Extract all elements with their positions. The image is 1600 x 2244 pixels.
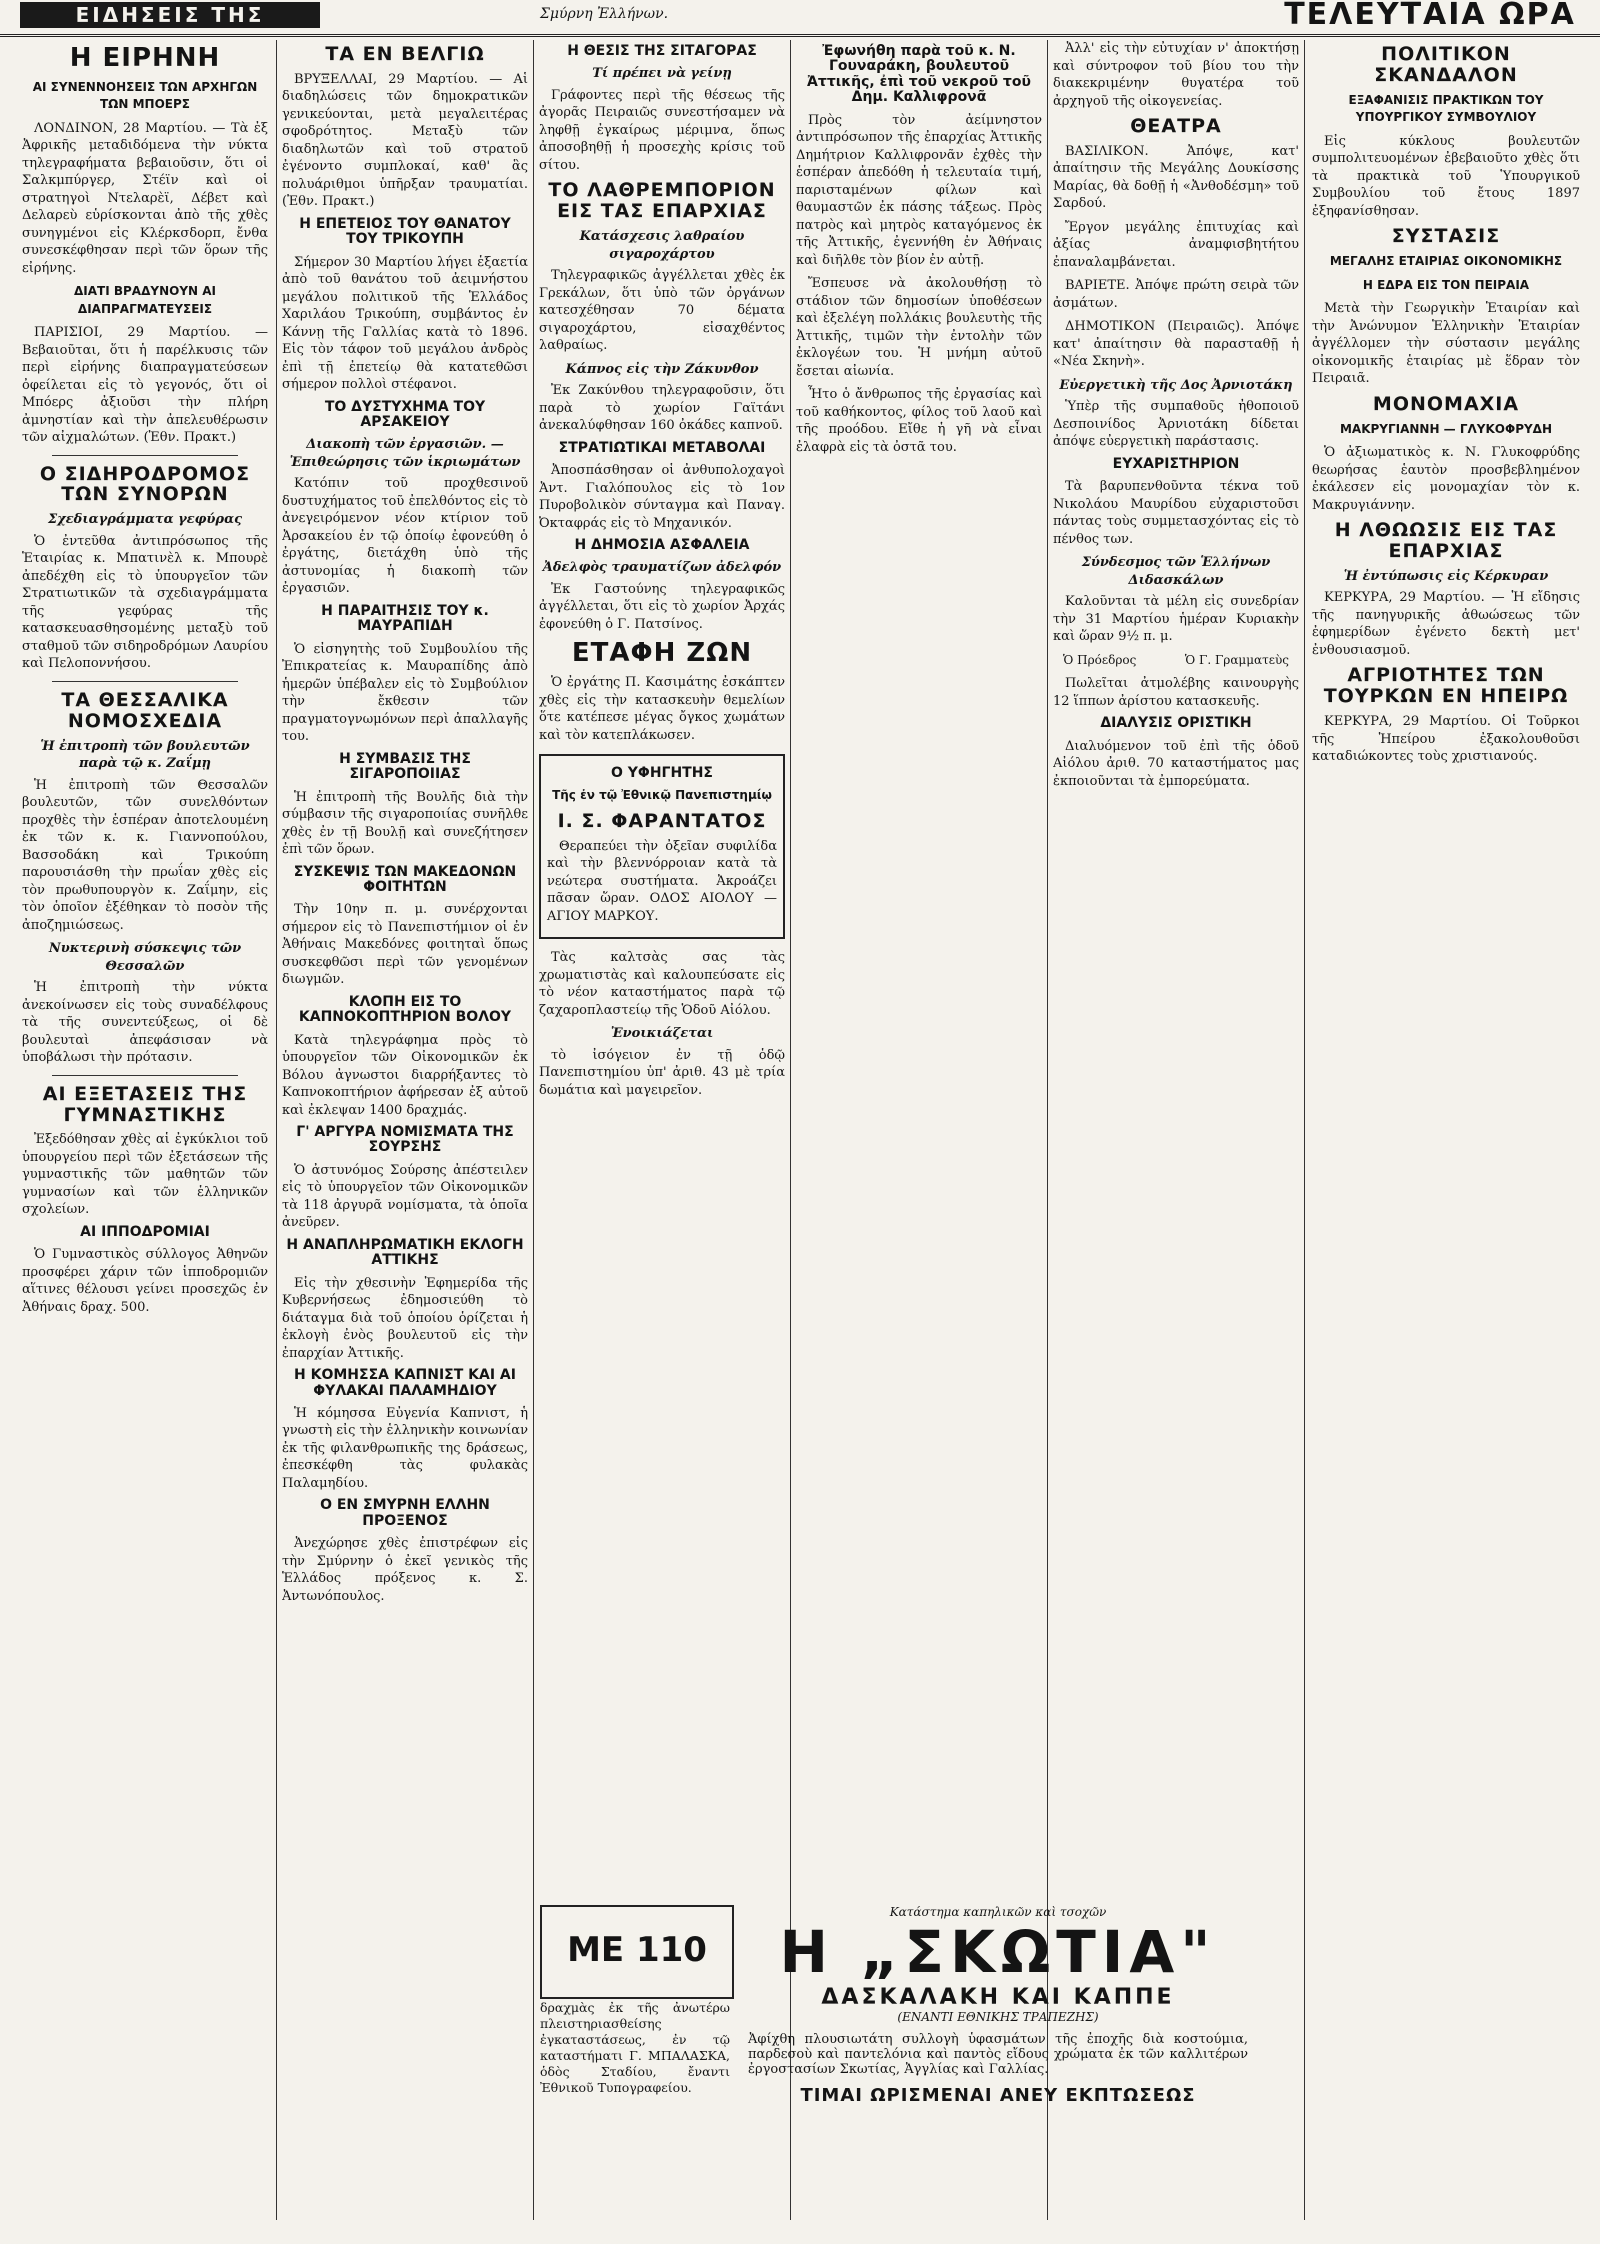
article-text: Ἡ ἐπιτροπὴ τῶν Θεσσαλῶν βουλευτῶν, τῶν συνελθόντων προχθὲς τὴν ἑσπέραν ἀποτελουμένη ἐκ τῶν κ. κ. Γιαννοπούλου, Βασσοδάκη καὶ Τρικούπη παρουσιάσθη τὴν πρωΐαν χθὲς εἰς τὸν πρωθυπουργὸν κ. Ζαΐμην, εἰς τὸν ὁποῖον ἐξέθηκαν τὸ ποσὸν τῆς ἀποζημιώσεως. <box>22 777 268 933</box>
deck: Νυκτερινὴ σύσκεψις τῶν Θεσσαλῶν <box>48 941 242 974</box>
headline-railway: Ο ΣΙΔΗΡΟΔΡΟΜΟΣ ΤΩΝ ΣΥΝΟΡΩΝ <box>39 462 251 506</box>
article-text: Καλοῦνται τὰ μέλη εἰς συνεδρίαν τὴν 31 Μαρτίου ἡμέραν Κυριακὴν καὶ ὥραν 9½ π. μ. <box>1053 594 1299 645</box>
headline-theft: ΚΛΟΠΗ ΕΙΣ ΤΟ ΚΑΠΝΟΚΟΠΤΗΡΙΟΝ ΒΟΛΟΥ <box>298 993 512 1026</box>
deck: Ἡ ἐντύπωσις εἰς Κέρκυραν <box>1343 568 1549 584</box>
column-3 <box>539 40 785 1900</box>
advert-110-text: δραχμὰς ἐκ τῆς ἀνωτέρω πλειστηριασθείσης ἐγκαταστάσεως, ἐν τῷ καταστήματι Γ. ΜΠΑΛΑΣΚΑ, ὁδὸς Σταδίου, ἔναντι Ἐθνικοῦ Τυπογραφείου. <box>540 2000 730 2095</box>
headline-thessaly: ΤΑ ΘΕΣΣΑΛΙΚΑ ΝΟΜΟΣΧΕΔΙΑ <box>61 688 229 732</box>
article-text: Ὁ εἰσηγητὴς τοῦ Συμβουλίου τῆς Ἐπικρατείας κ. Μαυραπίδης ἀπὸ ἡμερῶν ὑπέβαλεν εἰς τὸ Συμβούλιον τὴν ἔκθεσιν τῶν πραγματογνωμόνων περὶ ἀπαλλαγῆς του. <box>282 641 528 745</box>
masthead-left-title: ΕΙΔΗΣΕΙΣ ΤΗΣ <box>20 2 320 28</box>
article-text: Εἰς τὴν χθεσινὴν Ἐφημερίδα τῆς Κυβερνήσεως ἐδημοσιεύθη τὸ διάταγμα διὰ τοῦ ὁποίου ὁρίζεται ἡ ἐκλογὴ ἐνὸς βουλευτοῦ εἰς τὴν ἐπαρχίαν Ἀττικῆς. <box>282 1275 528 1361</box>
article-text: Μετὰ τὴν Γεωργικὴν Ἑταιρίαν καὶ τὴν Ἀνώνυμον Ἑλληνικὴν Ἑταιρίαν ἀγγέλλομεν τὴν σύστασιν μεγάλης οἰκονομικῆς ἑταιρίας μὲ ἕδραν τὸν Πειραιᾶ. <box>1312 301 1580 387</box>
column-rule <box>533 40 534 2220</box>
article-text: Ὁ ἀξιωματικὸς κ. Ν. Γλυκοφρύδης θεωρήσας ἑαυτὸν προσβεβλημένον ἐκάλεσεν εἰς μονομαχίαν τὸν κ. Μακρυγιάννην. <box>1312 445 1580 513</box>
headline-thanks: ΕΥΧΑΡΙΣΤΗΡΙΟΝ <box>1112 455 1240 472</box>
article-text: Πωλεῖται ἀτμολέβης καινουργὴς 12 ἵππων ἀρίστου κατασκευῆς. <box>1053 676 1299 709</box>
article-text: Ἐκ Ζακύνθου τηλεγραφοῦσιν, ὅτι παρὰ τὸ χωρίον Γαϊτάνι ἀνεκαλύφθησαν 160 ὀκάδες καπνοῦ. <box>539 383 785 434</box>
column-6 <box>1312 40 1580 2230</box>
article-text: ΔΗΜΟΤΙΚΟΝ (Πειραιῶς). Ἀπόψε κατ' ἀπαίτησιν θὰ παρασταθῇ ἡ «Νέα Σκηνὴ». <box>1053 319 1299 370</box>
masthead <box>0 0 1600 37</box>
deck: Ἡ ἐπιτροπὴ τῶν βουλευτῶν παρὰ τῷ κ. Ζαΐμῃ <box>40 738 250 772</box>
article-text: Τὴν 10ην π. μ. συνέρχονται σήμερον εἰς τὸ Πανεπιστήμιον οἱ ἐν Ἀθήναις Μακεδόνες φοιτηταὶ ὅπως συσκεφθῶσι περὶ τῶν γενομένων διωγμῶν. <box>282 902 528 988</box>
article-text: Ἔργον μεγάλης ἐπιτυχίας καὶ ἀξίας ἀναμφισβητήτου ἐπαναλαμβάνεται. <box>1053 219 1299 270</box>
skotia-price: ΤΙΜΑΙ ΩΡΙΣΜΕΝΑΙ ΑΝΕΥ ΕΚΠΤΩΣΕΩΣ <box>800 2085 1196 2106</box>
headline-gymnastics: ΑΙ ΕΞΕΤΑΣΕΙΣ ΤΗΣ ΓΥΜΝΑΣΤΙΚΗΣ <box>42 1082 248 1126</box>
column-rule <box>1304 40 1305 2220</box>
headline-races: ΑΙ ΙΠΠΟΔΡΟΜΙΑΙ <box>80 1223 210 1240</box>
doctor-advert <box>539 754 785 939</box>
column-2 <box>282 40 528 1910</box>
headline-security: Η ΔΗΜΟΣΙΑ ΑΣΦΑΛΕΙΑ <box>574 537 750 554</box>
article-text: Ἦτο ὁ ἄνθρωπος τῆς ἐργασίας καὶ τοῦ καθήκοντος, φίλος τοῦ λαοῦ καὶ τῆς προόδου. Εἴθε ἡ γῆ νὰ εἶναι ἐλαφρὰ εἰς τὰ ὀστᾶ του. <box>796 387 1042 455</box>
headline-anniversary: Η ΕΠΕΤΕΙΟΣ ΤΟΥ ΘΑΝΑΤΟΥ ΤΟΥ ΤΡΙΚΟΥΠΗ <box>299 215 511 248</box>
divider <box>52 455 238 456</box>
column-4 <box>796 40 1042 1900</box>
headline-students: ΣΥΣΚΕΨΙΣ ΤΩΝ ΜΑΚΕΔΟΝΩΝ ΦΟΙΤΗΤΩΝ <box>293 863 517 895</box>
advert-title: Ο ΥΦΗΓΗΤΗΣ <box>611 765 713 782</box>
headline-atrocities: ΑΓΡΙΟΤΗΤΕΣ ΤΩΝ ΤΟΥΡΚΩΝ ΕΝ ΗΠΕΙΡΩ <box>1323 664 1569 708</box>
subhead: ΑΙ ΣΥΝΕΝΝΟΗΣΕΙΣ ΤΩΝ ΑΡΧΗΓΩΝ ΤΩΝ ΜΠΟΕΡΣ <box>32 79 258 112</box>
headline-accident: ΤΟ ΔΥΣΤΥΧΗΜΑ ΤΟΥ ΑΡΣΑΚΕΙΟΥ <box>324 398 486 431</box>
article-text: Τηλεγραφικῶς ἀγγέλλεται χθὲς ἐκ Γρεκάλων, ὅτι ὑπὸ τῶν ὀργάνων κατεσχέθησαν 70 δέματα σιγαροχάρτου, εἰσαχθέντος λαθραίως. <box>539 268 785 354</box>
article-text: Πρὸς τὸν ἀείμνηστον ἀντιπρόσωπον τῆς ἐπαρχίας Ἀττικῆς Δημήτριον Καλλιφρονᾶν ἐχθὲς τὴν ἑσπέραν ἀπεδόθη ἡ τελευταία τιμή, παρισταμένων φίλων καὶ θαυμαστῶν ἐκ πάσης τάξεως. Πρὸς πατρὸς καὶ μητρὸς καταγόμενος ἐκ τῆς Ἀττικῆς, ἐγεννήθη ἐν Ἀθήναις καὶ διῆλθε τὸν βίον ἐν αὐτῇ. <box>796 112 1042 268</box>
deck: Σύνδεσμος τῶν Ἑλλήνων Διδασκάλων <box>1081 555 1271 588</box>
headline-election: Η ΑΝΑΠΛΗΡΩΜΑΤΙΚΗ ΕΚΛΟΓΗ ΑΤΤΙΚΗΣ <box>286 1236 524 1269</box>
headline-theatres: ΘΕΑΤΡΑ <box>1130 115 1222 137</box>
deck: Διακοπὴ τῶν ἐργασιῶν. — Ἐπιθεώρησις τῶν ἱκριωμάτων <box>289 437 521 470</box>
article-text: Διαλυόμενον τοῦ ἐπὶ τῆς ὁδοῦ Αἰόλου ἀριθ. 70 καταστήματος μας ἐκποιοῦνται τὰ ἐμπορεύματα. <box>1053 738 1299 789</box>
article-text: ΒΑΡΙΕΤΕ. Ἀπόψε πρώτη σειρὰ τῶν ἀσμάτων. <box>1053 278 1299 311</box>
subhead: ΜΕΓΑΛΗΣ ΕΤΑΙΡΙΑΣ ΟΙΚΟΝΟΜΙΚΗΣ <box>1329 254 1563 269</box>
article-text: ΠΑΡΙΣΙΟΙ, 29 Μαρτίου. — Βεβαιοῦται, ὅτι ἡ παρέλκυσις τῶν περὶ εἰρήνης διαπραγματεύσεων ὀφείλεται εἰς τὸ γεγονός, ὅτι οἱ Μπόερς ἀξιοῦσι τὴν πλήρη ἀμνηστίαν καὶ τὴν ἀπελευθέρωσιν τῶν αἰχμαλώτων. (Ἐθν. Πρακτ.) <box>22 325 268 446</box>
headline-scandal: ΠΟΛΙΤΙΚΟΝ ΣΚΑΝΔΑΛΟΝ <box>1374 43 1518 86</box>
headline-buried: ΕΤΑΦΗ ΖΩΝ <box>571 638 753 669</box>
subhead: ΜΑΚΡΥΓΙΑΝΝΗ — ΓΛΥΚΟΦΡΥΔΗ <box>1339 421 1553 436</box>
article-text: Κατόπιν τοῦ προχθεσινοῦ δυστυχήματος τοῦ ἐπελθόντος εἰς τὸ ἀνεγειρόμενον νέον κτίριον τοῦ Ἀρσακείου ἐν τῷ ὁποίῳ ἐφονεύθη ὁ ἐργάτης, διετάχθη ὑπὸ τῆς ἀστυνομίας ἡ διακοπὴ τῶν ἐργασιῶν. <box>282 476 528 597</box>
deck: Τί πρέπει νὰ γείνῃ <box>592 66 732 82</box>
headline-resignation: Η ΠΑΡΑΙΤΗΣΙΣ ΤΟΥ κ. ΜΑΥΡΑΠΙΔΗ <box>321 602 489 635</box>
divider <box>52 1075 238 1076</box>
skotia-owners: ΔΑΣΚΑΛΑΚΗ ΚΑΙ ΚΑΠΠΕ <box>821 1985 1175 2010</box>
article-text: Κατὰ τηλεγράφημα πρὸς τὸ ὑπουργεῖον τῶν Οἰκονομικῶν ἐκ Βόλου ἀγνωστοι διαρρήξαντες τὸ Καπνοκοπτήριον ἀφήρεσαν ἐξ αὐτοῦ καὶ ἐκλεψαν 1400 δραχμάς. <box>282 1032 528 1118</box>
column-rule <box>790 40 791 2220</box>
article-text: Ὁ ἐργάτης Π. Κασιμάτης ἐσκάπτεν χθὲς εἰς τὴν κατασκευὴν θεμελίων ὅτε κατέπεσε μέγας ὄγκος χωμάτων καὶ τὸν κατεπλάκωσεν. <box>539 675 785 743</box>
headline-consul: Ο ΕΝ ΣΜΥΡΝΗ ΕΛΛΗΝ ΠΡΟΞΕΝΟΣ <box>320 1497 490 1529</box>
headline-grain: Η ΘΕΣΙΣ ΤΗΣ ΣΙΤΑΓΟΡΑΣ <box>567 43 757 59</box>
column-rule <box>1047 40 1048 2220</box>
headline-coins: Γ' ΑΡΓΥΡΑ ΝΟΜΙΣΜΑΤΑ ΤΗΣ ΣΟΥΡΣΗΣ <box>296 1124 514 1156</box>
column-rule <box>276 40 277 2220</box>
headline-founding: ΣΥΣΤΑΣΙΣ <box>1391 225 1501 248</box>
signature-secretary: Ὁ Γ. Γραμματεὺς <box>1184 652 1289 667</box>
advert-110-title: ΜΕ 110 <box>540 1905 734 1999</box>
article-text: Ἐξεδόθησαν χθὲς αἱ ἐγκύκλιοι τοῦ ὑπουργείου περὶ τῶν ἐξετάσεων τῆς γυμναστικῆς τῶν μαθητῶν τῶν γυμνασίων καὶ τῶν ἑλληνικῶν σχολείων. <box>22 1132 268 1218</box>
skotia-address: (ΕΝΑΝΤΙ ΕΘΝΙΚΗΣ ΤΡΑΠΕΖΗΣ) <box>897 2010 1099 2024</box>
subhead: ΕΞΑΦΑΝΙΣΙΣ ΠΡΑΚΤΙΚΩΝ ΤΟΥ ΥΠΟΥΡΓΙΚΟΥ ΣΥΜΒΟΥΛΙΟΥ <box>1348 92 1544 125</box>
headline-smuggling: ΤΟ ΛΑΘΡΕΜΠΟΡΙΟΝ ΕΙΣ ΤΑΣ ΕΠΑΡΧΙΑΣ <box>548 179 776 223</box>
headline-duel: ΜΟΝΟΜΑΧΙΑ <box>1372 392 1520 415</box>
advert-text: τὸ ἰσόγειον ἐν τῇ ὁδῷ Πανεπιστημίου ὑπ' ἀριθ. 43 μὲ τρία δωμάτια καὶ μαγειρεῖον. <box>539 1047 785 1098</box>
article-text: Ἡ ἐπιτροπὴ τὴν νύκτα ἀνεκοίνωσεν εἰς τοὺς συναδέλφους τὰ τῆς συνεντεύξεως, οἱ δὲ βουλευταὶ ἀπεφάσισαν νὰ ὑποβάλωσι τὴν πρότασιν. <box>22 980 268 1066</box>
article-text: ΒΑΣΙΛΙΚΟΝ. Ἀπόψε, κατ' ἀπαίτησιν τῆς Μεγάλης Δουκίσσης Μαρίας, θὰ δοθῇ ἡ «Ἀνθοδέσμη» τοῦ Σαρδού. <box>1053 143 1299 212</box>
signatures <box>1063 652 1289 670</box>
advert-sub: Τῆς ἐν τῷ Ἐθνικῷ Πανεπιστημίῳ <box>552 788 772 803</box>
headline-belgium: ΤΑ ΕΝ ΒΕΛΓΙΩ <box>325 43 485 65</box>
subhead: Η ΕΔΡΑ ΕΙΣ ΤΟΝ ΠΕΙΡΑΙΑ <box>1362 277 1530 292</box>
advert-text: Τὰς καλτσὰς σας τὰς χρωματιστὰς καὶ καλουπεύσατε εἰς τὸ νέον καταστήματος παρὰ τῷ ζαχαροπλαστείῳ τῆς Ὁδοῦ Αἰόλου. <box>539 950 785 1018</box>
rent-advert-title: Ἐνοικιάζεται <box>610 1026 714 1042</box>
headline-peace: Η ΕΙΡΗΝΗ <box>69 43 221 73</box>
headline-contract: Η ΣΥΜΒΑΣΙΣ ΤΗΣ ΣΙΓΑΡΟΠΟΙΙΑΣ <box>339 750 471 783</box>
skotia-text: Ἀφίχθη πλουσιωτάτη συλλογὴ ὑφασμάτων τῆς ἐποχῆς διὰ κοστούμια, παρδεσοὺ καὶ παντελόνια καὶ παντὸς εἴδους χρώματα ἐκ τῶν καλλιτέρων ἐργοστασίων Σκωτίας, Ἀγγλίας καὶ Γαλλίας. <box>748 2032 1248 2077</box>
deck: Ἀδελφὸς τραυματίζων ἀδελφόν <box>542 560 782 576</box>
skotia-pretitle: Κατάστημα καπηλικῶν καὶ τσοχῶν <box>889 1905 1107 1919</box>
article-text: Ἀποσπάσθησαν οἱ ἀνθυπολοχαγοὶ Ἀντ. Γιαλόπουλος εἰς τὸ 1ον Πυροβολικὸν σύνταγμα καὶ Παναγ. Ὀκταφράς εἰς τὸ Μηχανικόν. <box>539 463 785 531</box>
article-text: Ὑπὲρ τῆς συμπαθοῦς ἠθοποιοῦ Δεσποινίδος Ἀρνιοτάκη δίδεται ἀπόψε εὐεργετικὴ παράστασις. <box>1053 399 1299 450</box>
article-text: ΒΡΥΞΕΛΛΑΙ, 29 Μαρτίου. — Αἱ διαδηλώσεις τῶν δημοκρατικῶν γενικεύονται, μετὰ μεγαλειτέρας σφοδρότητος. Μεταξὺ τῶν διαδηλωτῶν καὶ τοῦ στρατοῦ ἐγένοντο συμπλοκαί, καθ' ἃς πολυάριθμοι ὑπῆρξαν τραυματίαι. (Ἐθν. Πρακτ.) <box>282 71 528 210</box>
advert-name: Ι. Σ. ΦΑΡΑΝΤΑΤΟΣ <box>557 809 767 832</box>
deck: Εὐεργετικὴ τῆς Δος Ἀρνιοτάκη <box>1059 377 1293 393</box>
article-text: Ὁ Γυμναστικὸς σύλλογος Ἀθηνῶν προσφέρει χάριν τῶν ἱπποδρομιῶν αἵτινες θέλουσι γείνει προσεχῶς ἐν Ἀθήναις δραχ. 500. <box>22 1247 268 1315</box>
masthead-right-title: ΤΕΛΕΥΤΑΙΑ ΩΡΑ <box>1284 0 1576 30</box>
article-text: Ἀλλ' εἰς τὴν εὐτυχίαν ν' ἀποκτήσῃ καὶ σύντροφον τοῦ βίου του τὴν διακεκριμένην θυγατέρα τοῦ ἀρχηγοῦ τῆς οἰκογενείας. <box>1053 41 1299 109</box>
article-text: Ἀνεχώρησε χθὲς ἐπιστρέφων εἰς τὴν Σμύρνην ὁ ἐκεῖ γενικὸς τῆς Ἑλλάδος πρόξενος κ. Σ. Ἀντωνόπουλος. <box>282 1536 528 1604</box>
divider <box>52 681 238 682</box>
article-text: Ἡ ἐπιτροπὴ τῆς Βουλῆς διὰ τὴν σύμβασιν τῆς σιγαροποιίας συνῆλθε χθὲς ἐν τῇ Βουλῇ καὶ συνεζήτησεν ἐπὶ τῶν ὅρων. <box>282 789 528 858</box>
deck: Κατάσχεσις λαθραίου σιγαροχάρτου <box>579 229 745 262</box>
article-text: ΚΕΡΚΥΡΑ, 29 Μαρτίου. — Ἡ εἴδησις τῆς πανηγυρικῆς ἀθωώσεως τῶν ἐφημερίδων ἐγένετο δεκτὴ μετ' ἐνθουσιασμοῦ. <box>1312 590 1580 658</box>
column-1 <box>22 40 268 1910</box>
article-text: Σήμερον 30 Μαρτίου λήγει ἑξαετία ἀπὸ τοῦ θανάτου τοῦ ἀειμνήστου μεγάλου πολιτικοῦ τῆς Ἑλλάδος Χαριλάου Τρικούπη, συμβάντος ἐν Κάννῃ τῆς Γαλλίας κατὰ τὸ 1896. Εἰς τὸν τάφον τοῦ μεγάλου ἀνδρὸς ἐπὶ τῇ ἐπετείῳ θὰ κατατεθῶσι σήμερον πολλοὶ στέφανοι. <box>282 254 528 393</box>
skotia-name: Η „ΣΚΩΤΙΑ" <box>779 1918 1217 1986</box>
deck: Κάπνος εἰς τὴν Ζάκυνθον <box>565 361 759 377</box>
advert-text: Θεραπεύει τὴν ὀξεῖαν συφιλίδα καὶ τὴν βλεννόρροιαν κατὰ τὰ νεώτερα συστήματα. Ἀκροάζει πᾶσαν ὥραν. ΟΔΟΣ ΑΙΟΛΟΥ — ΑΓΙΟΥ ΜΑΡΚΟΥ. <box>547 838 777 924</box>
signature-president: Ὁ Πρόεδρος <box>1063 652 1137 667</box>
article-text: Εἰς κύκλους βουλευτῶν συμπολιτευομένων ἐβεβαιοῦτο χθὲς ὅτι τὰ πρακτικὰ τοῦ Ὑπουργικοῦ Συμβουλίου τοῦ ἔτους 1897 ἐξηφανίσθησαν. <box>1312 133 1580 219</box>
article-text: ΛΟΝΔΙΝΟΝ, 28 Μαρτίου. — Τὰ ἐξ Ἀφρικῆς μεταδιδόμενα τὴν νύκτα τηλεγραφήματα βεβαιοῦσιν, ὅτι οἱ Σαλκμπύργερ, Στέϊν καὶ οἱ στρατηγοὶ Ντελαρὲϊ, Δέβετ καὶ Δελαρεὺ εὑρίσκονται ἀπὸ τῆς χθὲς συνηγμένοι εἰς Κλέρκσδορπ, ἔνθα συνεσκέφθησαν περὶ τῶν ὅρων τῆς εἰρήνης. <box>22 120 268 276</box>
deck: Σχεδιαγράμματα γεφύρας <box>48 512 242 528</box>
article-text: Ἡ κόμησσα Εὐγενία Καπνιστ, ἡ γνωστὴ εἰς τὴν ἑλληνικὴν κοινωνίαν ἐκ τῆς φιλανθρωπικῆς της δράσεως, ἐπεσκέφθη τὰς φυλακὰς Παλαμηδίου. <box>282 1405 528 1491</box>
article-text: Ὁ ἀστυνόμος Σούρσης ἀπέστειλεν εἰς τὸ ὑπουργεῖον τῶν Οἰκονομικῶν τὰ 118 ἀργυρᾶ νομίσματα, τὰ ὁποῖα ἀνεῦρεν. <box>282 1162 528 1231</box>
headline-dissolution: ΔΙΑΛΥΣΙΣ ΟΡΙΣΤΙΚΗ <box>1100 715 1252 732</box>
headline-countess: Η ΚΟΜΗΣΣΑ ΚΑΠΝΙΣΤ ΚΑΙ ΑΙ ΦΥΛΑΚΑΙ ΠΑΛΑΜΗΔΙΟΥ <box>294 1367 516 1399</box>
article-text: Ἐκ Γαστούνης τηλεγραφικῶς ἀγγέλλεται, ὅτι εἰς τὸ χωρίον Ἀρχάς ἐφονεύθη ὁ Γ. Πατσίνος. <box>539 581 785 632</box>
column-5 <box>1053 40 1299 1900</box>
article-text: Ἔσπευσε νὰ ἀκολουθήσῃ τὸ στάδιον τῶν δημοσίων ὑποθέσεων καὶ ἐξελέγη πολλάκις βουλευτὴς τῆς Ἀττικῆς, τιμῶν τὴν ἐντολὴν τῶν ἐκλογέων του. Ἡ μνήμη αὐτοῦ ἔσεται αἰωνία. <box>796 276 1042 379</box>
headline-military: ΣΤΡΑΤΙΩΤΙΚΑΙ ΜΕΤΑΒΟΛΑΙ <box>558 439 766 456</box>
masthead-center: Σμύρνη Ἐλλήνων. <box>540 6 669 22</box>
headline-eulogy: Ἐφωνήθη παρὰ τοῦ κ. Ν. Γουναράκη, βουλευτοῦ Ἀττικῆς, ἐπὶ τοῦ νεκροῦ τοῦ Δημ. Καλλιφρονᾶ <box>807 43 1031 106</box>
article-text: Τὰ βαρυπενθοῦντα τέκνα τοῦ Νικολάου Μαυρίδου εὐχαριστοῦσι πάντας τοὺς συμμετασχόντας εἰς τὸ πένθος των. <box>1053 479 1299 547</box>
skotia-advert <box>738 1905 1258 2225</box>
article-text: Γράφοντες περὶ τῆς θέσεως τῆς ἀγορᾶς Πειραιῶς συνεστήσαμεν νὰ ληφθῇ ἐγκαίρως μέριμνα, ὅπως ἀποσοβηθῇ ἡ προσεχὴς κρίσις τοῦ σίτου. <box>539 87 785 173</box>
subhead: ΔΙΑΤΙ ΒΡΑΔΥΝΟΥΝ ΑΙ ΔΙΑΠΡΑΓΜΑΤΕΥΣΕΙΣ <box>74 284 216 316</box>
article-text: Ὁ ἐντεῦθα ἀντιπρόσωπος τῆς Ἑταιρίας κ. Μπατινὲλ κ. Μπουρὲ ἀπεδέχθη εἰς τὸ ὑπουργεῖον τῶν Στρατιωτικῶν τὰ σχεδιαγράμματα τῆς γεφύρας τῆς κατασκευασθησομένης μεταξὺ τοῦ σταθμοῦ τῶν σιδηροδρόμων Λαυρίου καὶ Πελοποννήσου. <box>22 533 268 672</box>
article-text: ΚΕΡΚΥΡΑ, 29 Μαρτίου. Οἱ Τοῦρκοι τῆς Ἠπείρου ἐξακολουθοῦσι καταδιώκοντες τοὺς χριστιανούς. <box>1312 714 1580 765</box>
headline-acquittal: Η ΛΘΩΩΣΙΣ ΕΙΣ ΤΑΣ ΕΠΑΡΧΙΑΣ <box>1334 519 1558 562</box>
